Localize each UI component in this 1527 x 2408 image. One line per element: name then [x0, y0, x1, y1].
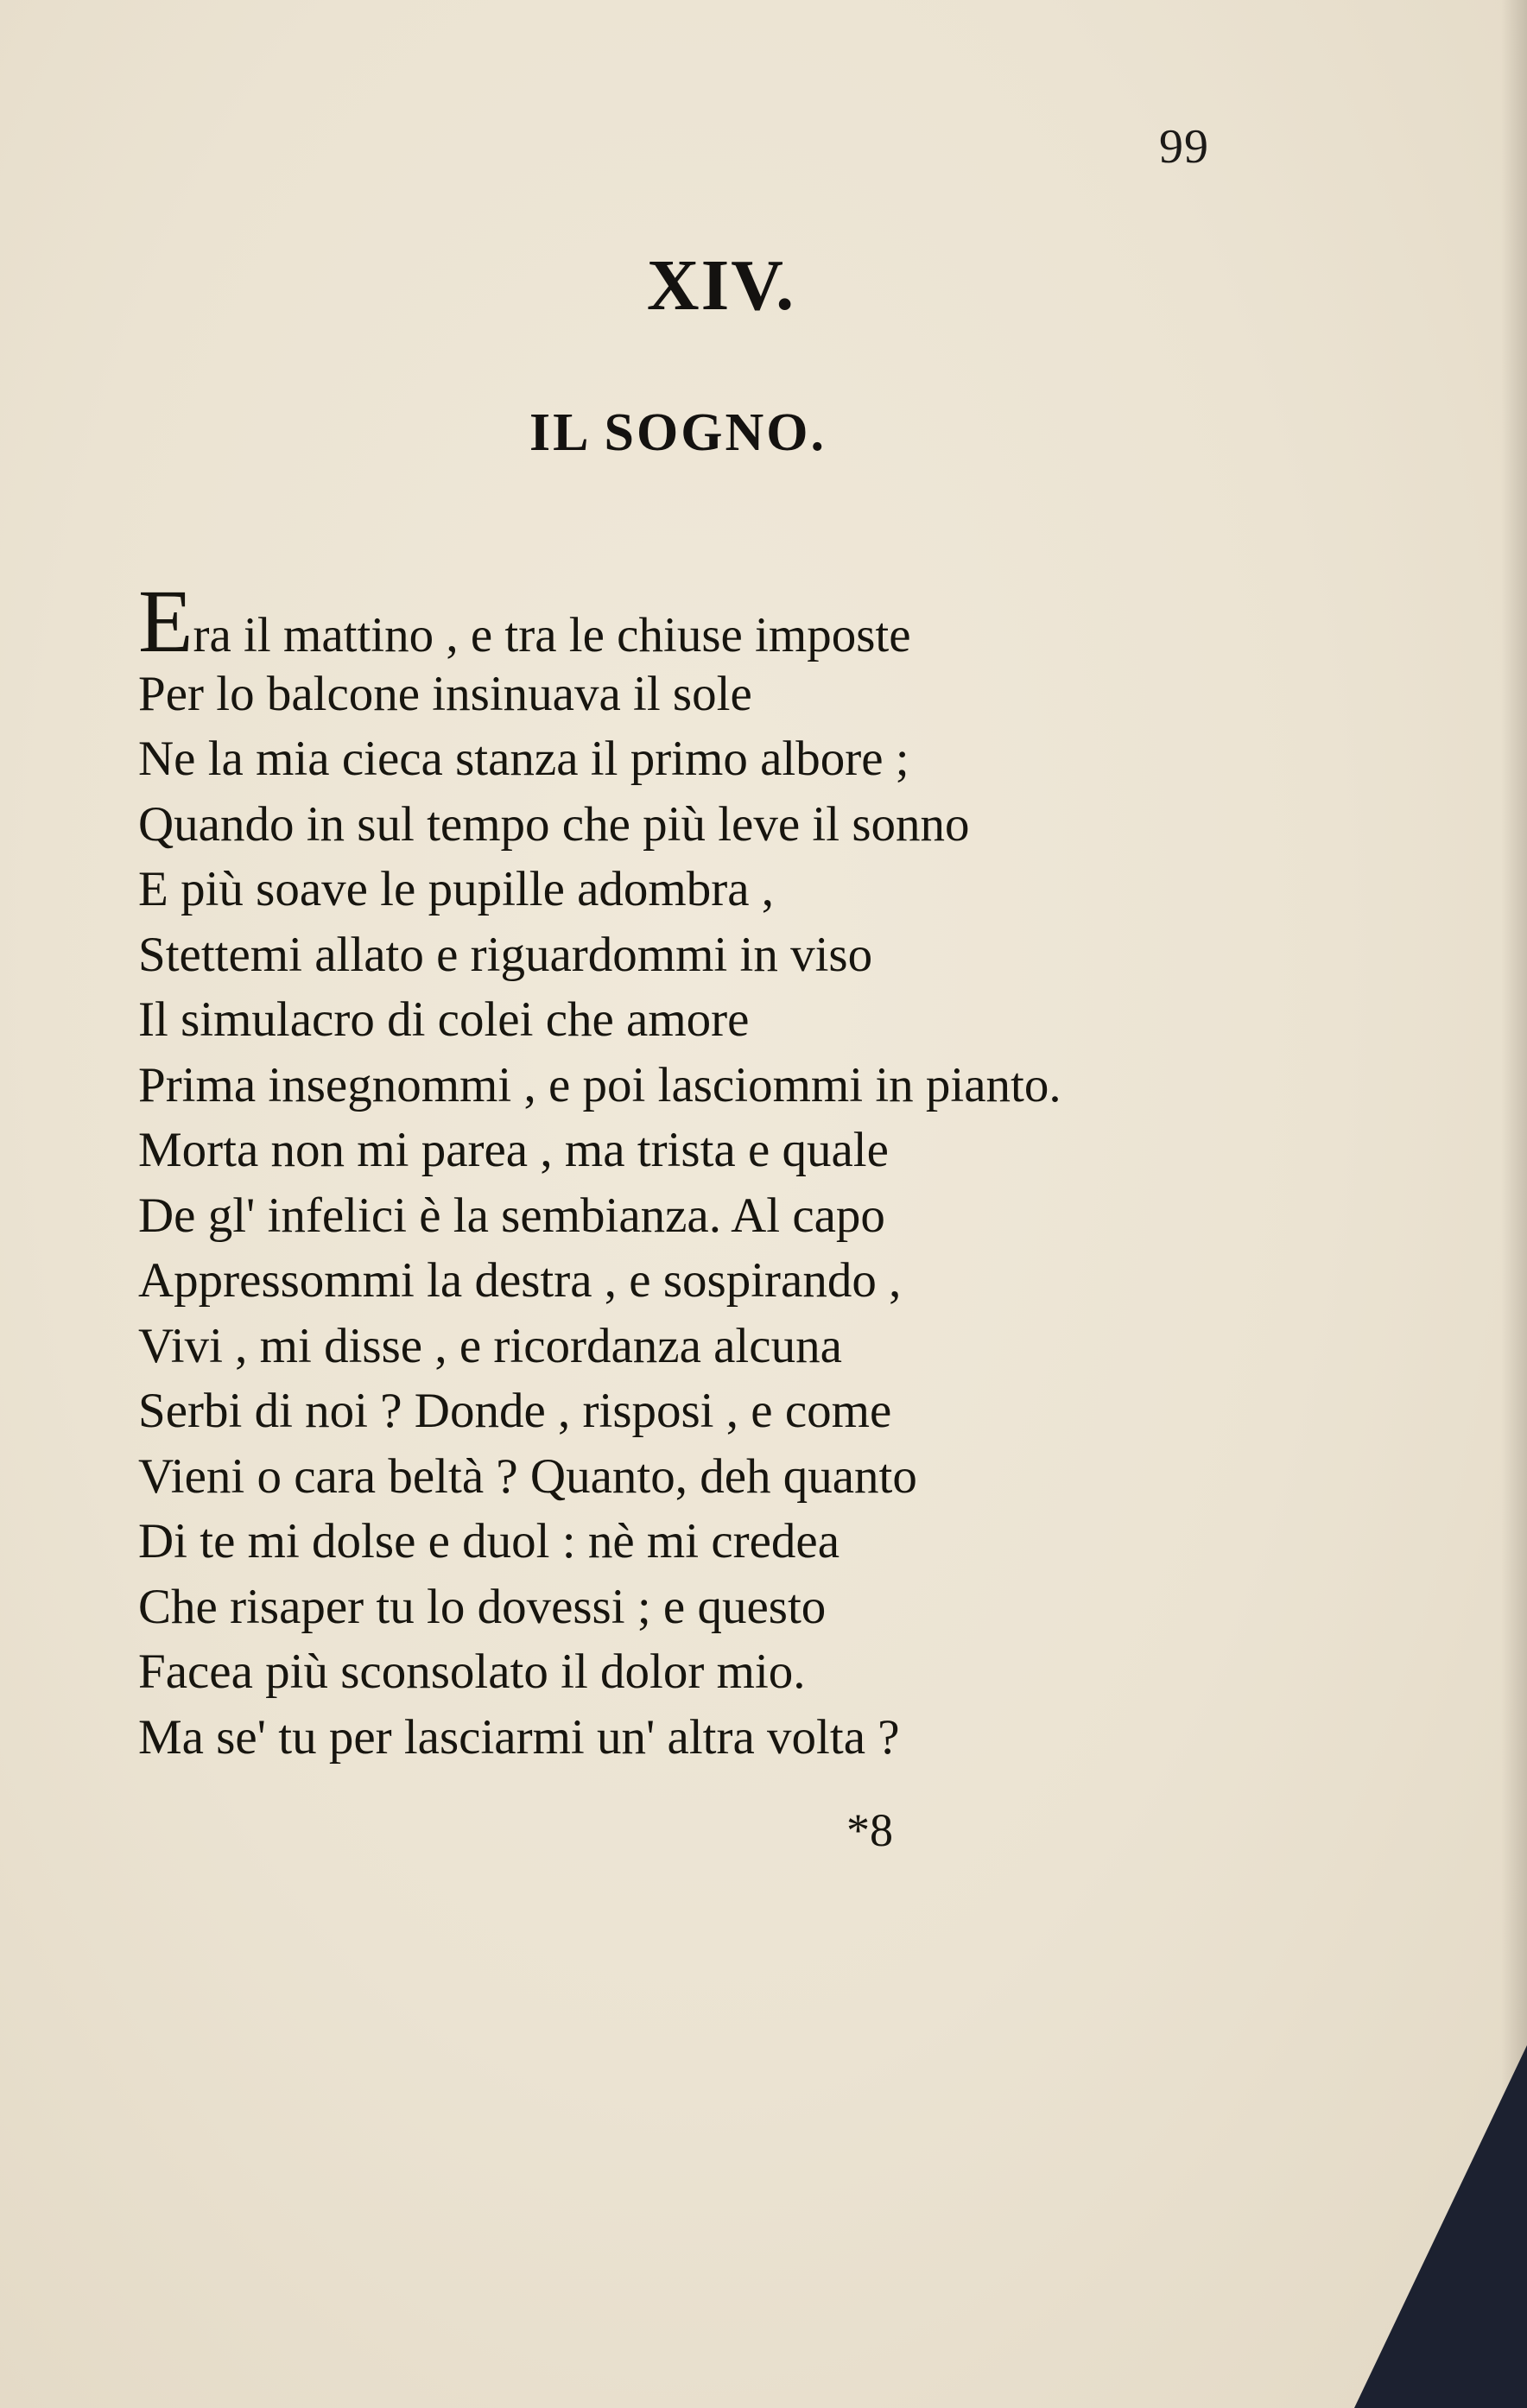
- poem-line: Per lo balcone insinuava il sole: [138, 666, 752, 721]
- poem-line: Il simulacro di colei che amore: [138, 992, 750, 1047]
- page-edge-shadow: [1501, 0, 1527, 2408]
- poem-line: Morta non mi parea , ma trista e quale: [138, 1123, 889, 1177]
- poem-line: Appressommi la destra , e sospirando ,: [138, 1253, 902, 1308]
- poem-line: Serbi di noi ? Donde , risposi , e come: [138, 1384, 892, 1438]
- signature-mark: *8: [846, 1804, 893, 1856]
- poem-line: Che risaper tu lo dovessi ; e questo: [138, 1579, 827, 1634]
- poem-line: Facea più sconsolato il dolor mio.: [138, 1644, 806, 1699]
- poem-title: IL SOGNO.: [529, 403, 827, 462]
- poem-line: Quando in sul tempo che più leve il sonno: [138, 796, 970, 852]
- poem-body: [138, 572, 1261, 1770]
- poem-line: Ma se' tu per lasciarmi un' altra volta ?: [138, 1709, 900, 1765]
- poem-line: Ne la mia cieca stanza il primo albore ;: [138, 732, 909, 786]
- poem-line: Stettemi allato e riguardommi in viso: [138, 927, 873, 982]
- poem-line: Di te mi dolse e duol : nè mi credea: [138, 1514, 840, 1568]
- poem-line-1: [138, 572, 1261, 671]
- page-number: 99: [1159, 120, 1209, 174]
- poem-line-1-text: ra il mattino , e tra le chiuse imposte: [193, 608, 911, 662]
- drop-cap-initial: E: [138, 572, 193, 671]
- poem-line: Vieni o cara beltà ? Quanto, deh quanto: [138, 1448, 917, 1504]
- poem-line: Vivi , mi disse , e ricordanza alcuna: [138, 1318, 842, 1373]
- poem-line: De gl' infelici è la sembianza. Al capo: [138, 1188, 885, 1243]
- poem-line: Prima insegnommi , e poi lasciommi in pianto.: [138, 1057, 1061, 1112]
- poem-line: E più soave le pupille adombra ,: [138, 862, 775, 916]
- chapter-number: XIV.: [646, 245, 796, 326]
